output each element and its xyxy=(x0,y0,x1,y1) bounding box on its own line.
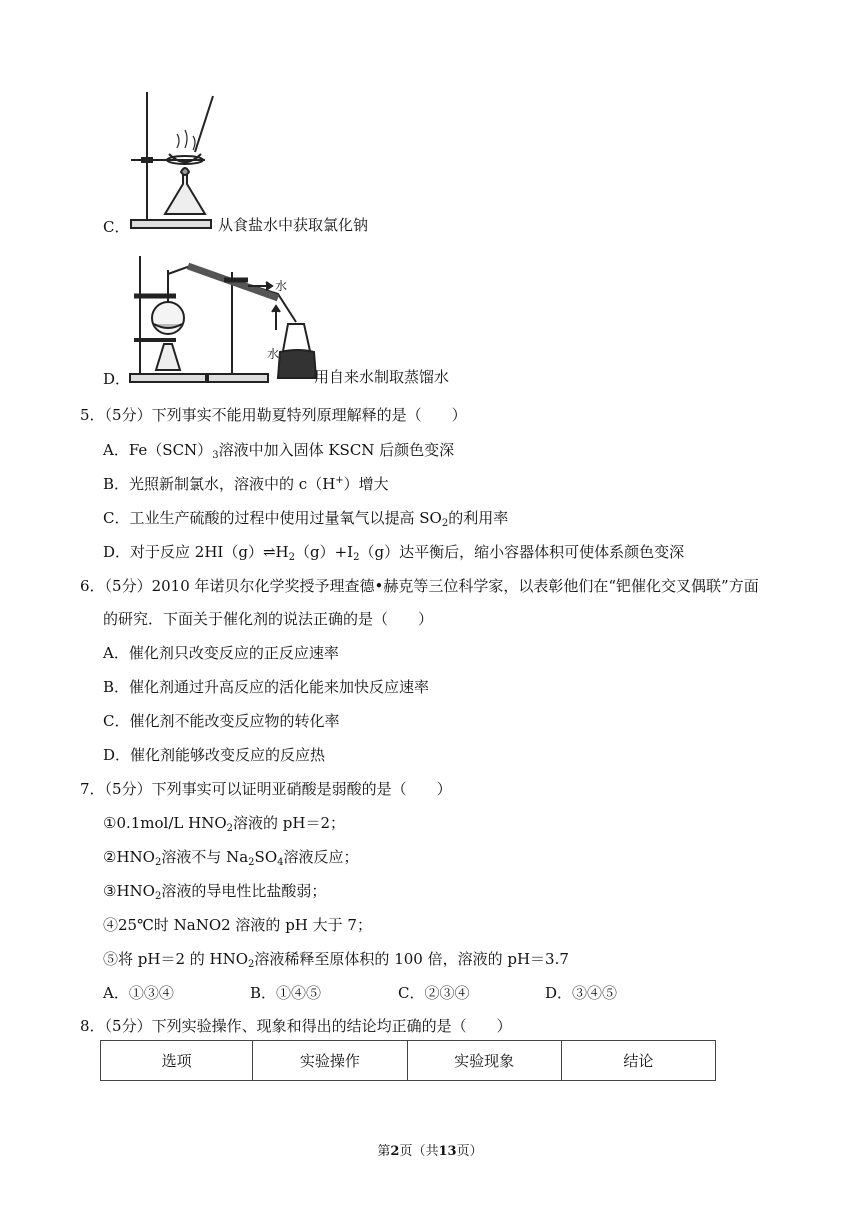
question-6-stem-line1: 6．（5分）2010 年诺贝尔化学奖授予理查德•赫克等三位科学家，以表彰他们在“钯催化交叉偶联”方面 xyxy=(80,577,759,595)
question-7-option-a: A．①③④ xyxy=(103,984,174,1002)
water-in-label: 水 xyxy=(267,347,280,361)
question-6-option-d: D．催化剂能够改变反应的反应热 xyxy=(103,746,326,764)
question-8-table xyxy=(100,1040,716,1081)
page-footer: 第2页（共13页） xyxy=(377,1144,483,1159)
question-7-statement-2: $②HNO_2$溶液不与 $Na_2SO_4$溶液反应； xyxy=(103,848,359,868)
question-6-stem-line2: 的研究．下面关于催化剂的说法正确的是（ ） xyxy=(103,610,434,628)
question-7-stem: 7．（5分）下列事实可以证明亚硝酸是弱酸的是（ ） xyxy=(80,780,452,798)
question-5-stem: 5．（5分）下列事实不能用勒夏特列原理解释的是（ ） xyxy=(80,406,467,424)
question-7-statement-4: ④25℃时 NaNO2 溶液的 pH 大于 7； xyxy=(103,916,372,934)
question-7-statement-5: ⑤将 pH＝2 的 $HNO_2$溶液稀释至原体积的 100 倍，溶液的 pH＝3.7 xyxy=(103,950,569,970)
table-header-row xyxy=(101,1041,716,1081)
question-5-option-a: A．$Fe(SCN)_3$溶液中加入固体 KSCN 后颜色变深 xyxy=(103,441,455,461)
table-header-cell: 选项 xyxy=(101,1041,253,1081)
distillation-apparatus-image xyxy=(128,252,320,387)
option-c-caption: 从食盐水中获取氯化钠 xyxy=(218,216,369,234)
option-d-caption: 用自来水制取蒸馏水 xyxy=(314,368,450,386)
table-header-cell: 实验操作 xyxy=(253,1041,407,1081)
question-6-option-b: B．催化剂通过升高反应的活化能来加快反应速率 xyxy=(103,678,430,696)
table-header-cell: 结论 xyxy=(561,1041,715,1081)
water-out-label: 水 xyxy=(275,279,288,293)
question-6-option-a: A．催化剂只改变反应的正反应速率 xyxy=(103,644,339,662)
question-7-statement-3: $③HNO_2$溶液的导电性比盐酸弱； xyxy=(103,882,327,902)
option-c-label: C． xyxy=(103,218,130,236)
question-7-option-d: D．③④⑤ xyxy=(545,984,618,1002)
option-d-label: D． xyxy=(103,370,131,388)
question-7-option-c: C．②③④ xyxy=(398,984,470,1002)
table-header-cell: 实验现象 xyxy=(407,1041,561,1081)
question-7-option-b: B．①④⑤ xyxy=(250,984,322,1002)
question-8-stem: 8．（5分）下列实验操作、现象和得出的结论均正确的是（ ） xyxy=(80,1017,512,1035)
evaporation-apparatus-image xyxy=(125,88,215,233)
question-7-statement-1: ①0.1mol/L $HNO_2$溶液的 pH＝2； xyxy=(103,814,346,834)
question-5-option-b: B．光照新制氯水，溶液中的 c（H+）增大 xyxy=(103,475,389,493)
question-5-option-c: C．工业生产硫酸的过程中使用过量氧气以提高 $SO_2$的利用率 xyxy=(103,509,509,529)
question-6-option-c: C．催化剂不能改变反应物的转化率 xyxy=(103,712,340,730)
question-5-option-d: D．对于反应 $2HI(g)\rightleftharpoons H_2(g)+I_2(g)$达平衡后，缩小容器体积可使体系颜色变深 xyxy=(103,543,685,563)
